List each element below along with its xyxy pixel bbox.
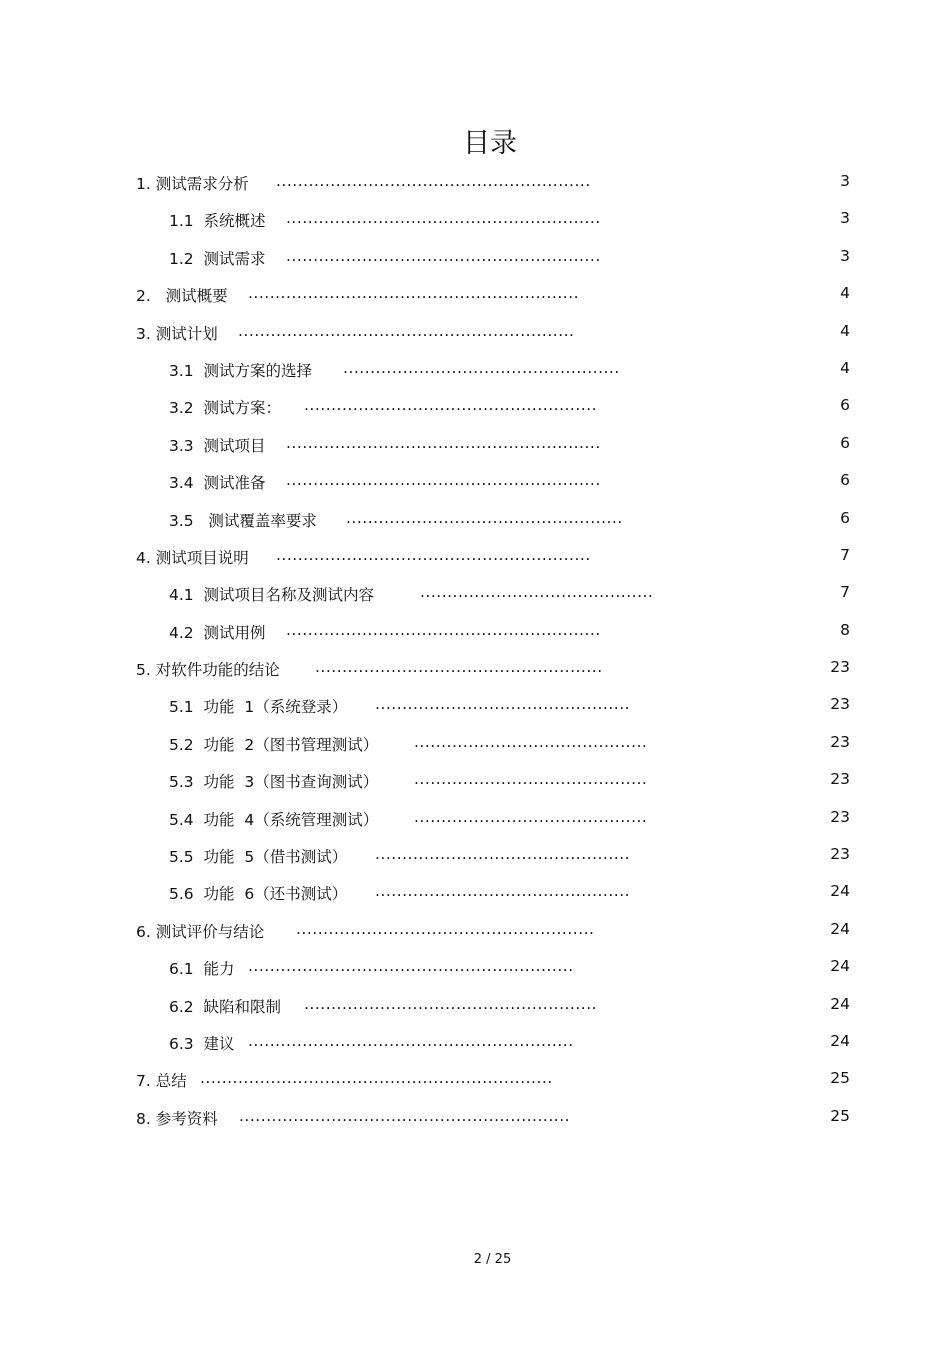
- toc-entry[interactable]: [0, 1107, 950, 1144]
- toc-dot-leader: ..........................................................: [286, 620, 601, 639]
- toc-dot-leader: ..........................................................: [276, 172, 591, 190]
- toc-dot-leader: ..........................................................: [286, 471, 601, 490]
- toc-entry-label: 3. 测试计划: [136, 324, 218, 343]
- toc-entry-page: 23: [830, 732, 850, 751]
- toc-entry-page: 3: [840, 172, 850, 190]
- toc-dot-leader: ............................................................: [248, 1031, 574, 1050]
- toc-entry-label: 7. 总结: [136, 1072, 187, 1091]
- toc-dot-leader: ......................................................: [304, 994, 598, 1013]
- toc-entry-page: 25: [830, 1069, 850, 1088]
- toc-entry-page: 23: [830, 845, 850, 864]
- toc-entry-label: 1. 测试需求分析: [136, 175, 249, 193]
- toc-entry-page: 7: [840, 583, 850, 602]
- toc-entry-label: 3.3 测试项目: [169, 436, 266, 455]
- toc-entry-page: 6: [840, 508, 850, 527]
- toc-entry-label: 3.2 测试方案：: [169, 399, 282, 418]
- toc-entry[interactable]: [0, 322, 950, 359]
- toc-dot-leader: ...........................................: [414, 770, 648, 789]
- toc-entry-page: 23: [830, 770, 850, 789]
- toc-entry[interactable]: [0, 359, 950, 396]
- toc-dot-leader: ..........................................................: [286, 209, 601, 228]
- toc-entry-label: 1.2 测试需求: [169, 249, 266, 268]
- toc-entry[interactable]: [0, 920, 950, 957]
- toc-entry[interactable]: [0, 882, 950, 919]
- toc-dot-leader: ...........................................: [420, 583, 654, 602]
- toc-entry-label: 6.3 建议: [169, 1034, 235, 1053]
- toc-entry[interactable]: [0, 957, 950, 994]
- toc-dot-leader: .................................................................: [200, 1069, 553, 1088]
- toc-entry-label: 5.6 功能 6（还书测试）: [169, 885, 348, 904]
- toc-entry-label: 3.4 测试准备: [169, 474, 266, 493]
- toc-entry-label: 4. 测试项目说明: [136, 548, 249, 567]
- toc-entry-page: 3: [840, 209, 850, 228]
- toc-entry-label: 2. 测试概要: [136, 287, 228, 306]
- toc-entry[interactable]: [0, 247, 950, 284]
- toc-entry-label: 5.5 功能 5（借书测试）: [169, 848, 348, 867]
- toc-entry[interactable]: [0, 1032, 950, 1069]
- toc-dot-leader: ..........................................................: [276, 545, 591, 564]
- toc-entry-label: 1.1 系统概述: [169, 212, 266, 231]
- toc-dot-leader: ...................................................: [343, 358, 620, 377]
- toc-entry-page: 4: [840, 284, 850, 303]
- toc-entry-label: 3.1 测试方案的选择: [169, 361, 313, 380]
- toc-entry[interactable]: [0, 770, 950, 807]
- toc-dot-leader: ......................................................: [304, 396, 598, 415]
- toc-entry[interactable]: [0, 396, 950, 433]
- toc-dot-leader: ..........................................................: [286, 246, 601, 265]
- table-of-contents: [0, 172, 950, 1144]
- toc-entry[interactable]: [0, 209, 950, 246]
- toc-dot-leader: .............................................................: [239, 1106, 571, 1125]
- toc-entry-label: 3.5 测试覆盖率要求: [169, 511, 317, 530]
- toc-entry-page: 25: [830, 1106, 850, 1125]
- toc-entry[interactable]: [0, 471, 950, 508]
- toc-entry[interactable]: [0, 808, 950, 845]
- toc-entry-page: 4: [840, 358, 850, 377]
- toc-entry-label: 4.2 测试用例: [169, 623, 266, 642]
- toc-entry-label: 6.1 能力: [169, 960, 235, 979]
- toc-entry-label: 6. 测试评价与结论: [136, 922, 265, 941]
- toc-entry[interactable]: [0, 995, 950, 1032]
- toc-entry[interactable]: [0, 621, 950, 658]
- toc-entry[interactable]: [0, 284, 950, 321]
- toc-entry-page: 23: [830, 658, 850, 677]
- toc-entry[interactable]: [0, 695, 950, 732]
- toc-dot-leader: ...............................................: [375, 845, 631, 864]
- toc-entry-page: 3: [840, 246, 850, 265]
- toc-dot-leader: ...........................................: [414, 807, 648, 826]
- toc-dot-leader: ..............................................................: [238, 321, 575, 340]
- toc-dot-leader: ...............................................: [375, 695, 631, 714]
- toc-entry-page: 6: [840, 396, 850, 415]
- toc-dot-leader: ............................................................: [248, 957, 574, 976]
- toc-entry[interactable]: [0, 658, 950, 695]
- toc-entry[interactable]: [0, 583, 950, 620]
- toc-entry-page: 24: [830, 882, 850, 901]
- toc-entry-page: 23: [830, 807, 850, 826]
- toc-entry-label: 5.4 功能 4（系统管理测试）: [169, 810, 379, 829]
- toc-entry-page: 24: [830, 994, 850, 1013]
- toc-dot-leader: .............................................................: [248, 284, 580, 303]
- toc-entry-page: 24: [830, 919, 850, 938]
- toc-dot-leader: ...............................................: [375, 882, 631, 901]
- toc-entry-page: 24: [830, 957, 850, 976]
- toc-dot-leader: .......................................................: [296, 919, 595, 938]
- toc-entry-label: 5.3 功能 3（图书查询测试）: [169, 773, 379, 792]
- toc-entry-page: 8: [840, 620, 850, 639]
- toc-entry-page: 7: [840, 545, 850, 564]
- toc-entry-label: 6.2 缺陷和限制: [169, 997, 282, 1016]
- toc-dot-leader: ...........................................: [414, 732, 648, 751]
- toc-dot-leader: .....................................................: [315, 658, 603, 677]
- toc-entry[interactable]: [0, 172, 950, 209]
- toc-entry-label: 5. 对软件功能的结论: [136, 661, 280, 680]
- toc-entry-page: 4: [840, 321, 850, 340]
- toc-entry-page: 23: [830, 695, 850, 714]
- toc-entry-page: 24: [830, 1031, 850, 1050]
- toc-entry[interactable]: [0, 1069, 950, 1106]
- toc-title: 目录: [463, 128, 517, 159]
- toc-entry-page: 6: [840, 433, 850, 452]
- toc-entry-label: 8. 参考资料: [136, 1109, 218, 1128]
- toc-entry[interactable]: [0, 434, 950, 471]
- toc-entry[interactable]: [0, 546, 950, 583]
- toc-dot-leader: ...................................................: [346, 508, 623, 527]
- page-number: 2 / 25: [473, 1252, 512, 1267]
- toc-entry[interactable]: [0, 733, 950, 770]
- toc-entry-label: 5.2 功能 2（图书管理测试）: [169, 735, 379, 754]
- toc-entry[interactable]: [0, 845, 950, 882]
- toc-entry-page: 6: [840, 471, 850, 490]
- toc-entry[interactable]: [0, 509, 950, 546]
- toc-entry-label: 4.1 测试项目名称及测试内容: [169, 586, 375, 605]
- toc-dot-leader: ..........................................................: [286, 433, 601, 452]
- toc-entry-label: 5.1 功能 1（系统登录）: [169, 698, 348, 717]
